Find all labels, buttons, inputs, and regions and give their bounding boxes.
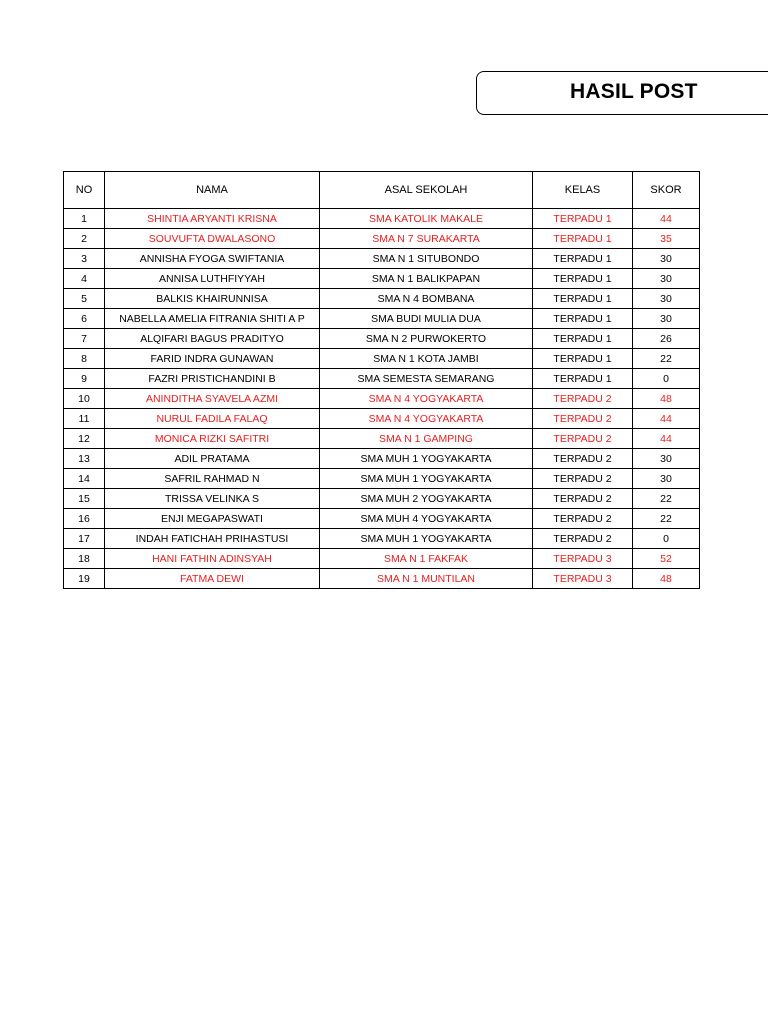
cell-skor: 30: [633, 269, 700, 289]
table-row: [64, 209, 700, 229]
table-row: [64, 529, 700, 549]
cell-nama: FATMA DEWI: [105, 569, 320, 589]
table-row: [64, 449, 700, 469]
table-row: [64, 489, 700, 509]
cell-nama: SAFRIL RAHMAD N: [105, 469, 320, 489]
cell-asal-sekolah: SMA N 1 FAKFAK: [320, 549, 533, 569]
cell-nama: FAZRI PRISTICHANDINI B: [105, 369, 320, 389]
cell-kelas: TERPADU 2: [533, 389, 633, 409]
cell-asal-sekolah: SMA N 1 BALIKPAPAN: [320, 269, 533, 289]
cell-asal-sekolah: SMA N 4 YOGYAKARTA: [320, 389, 533, 409]
cell-skor: 26: [633, 329, 700, 349]
cell-kelas: TERPADU 2: [533, 469, 633, 489]
cell-skor: 22: [633, 489, 700, 509]
table-row: [64, 369, 700, 389]
cell-no: 11: [64, 409, 105, 429]
cell-asal-sekolah: SMA N 1 GAMPING: [320, 429, 533, 449]
cell-nama: SOUVUFTA DWALASONO: [105, 229, 320, 249]
table-row: [64, 309, 700, 329]
cell-skor: 48: [633, 389, 700, 409]
cell-no: 4: [64, 269, 105, 289]
cell-kelas: TERPADU 1: [533, 369, 633, 389]
table-row: [64, 269, 700, 289]
page-title: HASIL POST: [570, 80, 698, 103]
header-row: [64, 172, 700, 209]
cell-no: 17: [64, 529, 105, 549]
cell-kelas: TERPADU 1: [533, 349, 633, 369]
cell-kelas: TERPADU 2: [533, 489, 633, 509]
cell-asal-sekolah: SMA N 1 SITUBONDO: [320, 249, 533, 269]
cell-no: 7: [64, 329, 105, 349]
cell-nama: ADIL PRATAMA: [105, 449, 320, 469]
cell-asal-sekolah: SMA N 4 BOMBANA: [320, 289, 533, 309]
cell-no: 15: [64, 489, 105, 509]
table-row: [64, 569, 700, 589]
cell-no: 3: [64, 249, 105, 269]
cell-asal-sekolah: SMA SEMESTA SEMARANG: [320, 369, 533, 389]
table-row: [64, 389, 700, 409]
cell-skor: 44: [633, 409, 700, 429]
cell-kelas: TERPADU 1: [533, 289, 633, 309]
header-no: NO: [64, 172, 105, 209]
cell-kelas: TERPADU 2: [533, 529, 633, 549]
cell-asal-sekolah: SMA MUH 1 YOGYAKARTA: [320, 449, 533, 469]
cell-nama: BALKIS KHAIRUNNISA: [105, 289, 320, 309]
cell-kelas: TERPADU 1: [533, 209, 633, 229]
cell-kelas: TERPADU 1: [533, 309, 633, 329]
title-box: [476, 71, 768, 115]
cell-skor: 22: [633, 509, 700, 529]
cell-nama: INDAH FATICHAH PRIHASTUSI: [105, 529, 320, 549]
cell-no: 13: [64, 449, 105, 469]
cell-kelas: TERPADU 3: [533, 549, 633, 569]
cell-asal-sekolah: SMA N 1 KOTA JAMBI: [320, 349, 533, 369]
cell-nama: ENJI MEGAPASWATI: [105, 509, 320, 529]
header-skor: SKOR: [633, 172, 700, 209]
cell-no: 18: [64, 549, 105, 569]
cell-nama: NABELLA AMELIA FITRANIA SHITI A P: [105, 309, 320, 329]
table-row: [64, 549, 700, 569]
cell-asal-sekolah: SMA MUH 1 YOGYAKARTA: [320, 529, 533, 549]
cell-nama: HANI FATHIN ADINSYAH: [105, 549, 320, 569]
cell-skor: 0: [633, 529, 700, 549]
cell-kelas: TERPADU 2: [533, 509, 633, 529]
cell-skor: 30: [633, 289, 700, 309]
table-row: [64, 429, 700, 449]
table-row: [64, 349, 700, 369]
cell-kelas: TERPADU 1: [533, 329, 633, 349]
cell-asal-sekolah: SMA BUDI MULIA DUA: [320, 309, 533, 329]
header-nama: NAMA: [105, 172, 320, 209]
cell-asal-sekolah: SMA N 1 MUNTILAN: [320, 569, 533, 589]
cell-kelas: TERPADU 2: [533, 429, 633, 449]
cell-no: 9: [64, 369, 105, 389]
cell-asal-sekolah: SMA N 7 SURAKARTA: [320, 229, 533, 249]
cell-skor: 44: [633, 429, 700, 449]
cell-skor: 30: [633, 309, 700, 329]
cell-no: 1: [64, 209, 105, 229]
table-header: [64, 172, 700, 209]
cell-nama: ALQIFARI BAGUS PRADITYO: [105, 329, 320, 349]
cell-skor: 30: [633, 469, 700, 489]
cell-kelas: TERPADU 1: [533, 249, 633, 269]
cell-skor: 30: [633, 449, 700, 469]
cell-skor: 0: [633, 369, 700, 389]
cell-asal-sekolah: SMA MUH 4 YOGYAKARTA: [320, 509, 533, 529]
table-row: [64, 229, 700, 249]
table-row: [64, 509, 700, 529]
header-asal-sekolah: ASAL SEKOLAH: [320, 172, 533, 209]
cell-asal-sekolah: SMA MUH 2 YOGYAKARTA: [320, 489, 533, 509]
table-row: [64, 329, 700, 349]
cell-nama: ANNISHA FYOGA SWIFTANIA: [105, 249, 320, 269]
cell-asal-sekolah: SMA KATOLIK MAKALE: [320, 209, 533, 229]
cell-no: 16: [64, 509, 105, 529]
cell-no: 19: [64, 569, 105, 589]
cell-nama: ANNISA LUTHFIYYAH: [105, 269, 320, 289]
cell-skor: 22: [633, 349, 700, 369]
cell-no: 10: [64, 389, 105, 409]
table-body: [64, 209, 700, 589]
cell-asal-sekolah: SMA N 4 YOGYAKARTA: [320, 409, 533, 429]
table-row: [64, 469, 700, 489]
cell-nama: TRISSA VELINKA S: [105, 489, 320, 509]
table-row: [64, 289, 700, 309]
cell-skor: 52: [633, 549, 700, 569]
cell-asal-sekolah: SMA N 2 PURWOKERTO: [320, 329, 533, 349]
cell-kelas: TERPADU 2: [533, 449, 633, 469]
cell-nama: NURUL FADILA FALAQ: [105, 409, 320, 429]
cell-no: 12: [64, 429, 105, 449]
cell-kelas: TERPADU 3: [533, 569, 633, 589]
cell-skor: 35: [633, 229, 700, 249]
cell-no: 8: [64, 349, 105, 369]
cell-nama: MONICA RIZKI SAFITRI: [105, 429, 320, 449]
cell-nama: FARID INDRA GUNAWAN: [105, 349, 320, 369]
cell-kelas: TERPADU 1: [533, 269, 633, 289]
cell-kelas: TERPADU 1: [533, 229, 633, 249]
cell-nama: ANINDITHA SYAVELA AZMI: [105, 389, 320, 409]
table-row: [64, 409, 700, 429]
cell-kelas: TERPADU 2: [533, 409, 633, 429]
cell-no: 5: [64, 289, 105, 309]
cell-skor: 44: [633, 209, 700, 229]
results-table: [63, 171, 700, 589]
cell-nama: SHINTIA ARYANTI KRISNA: [105, 209, 320, 229]
header-kelas: KELAS: [533, 172, 633, 209]
cell-no: 2: [64, 229, 105, 249]
table-row: [64, 249, 700, 269]
cell-asal-sekolah: SMA MUH 1 YOGYAKARTA: [320, 469, 533, 489]
cell-skor: 48: [633, 569, 700, 589]
cell-no: 6: [64, 309, 105, 329]
cell-no: 14: [64, 469, 105, 489]
cell-skor: 30: [633, 249, 700, 269]
